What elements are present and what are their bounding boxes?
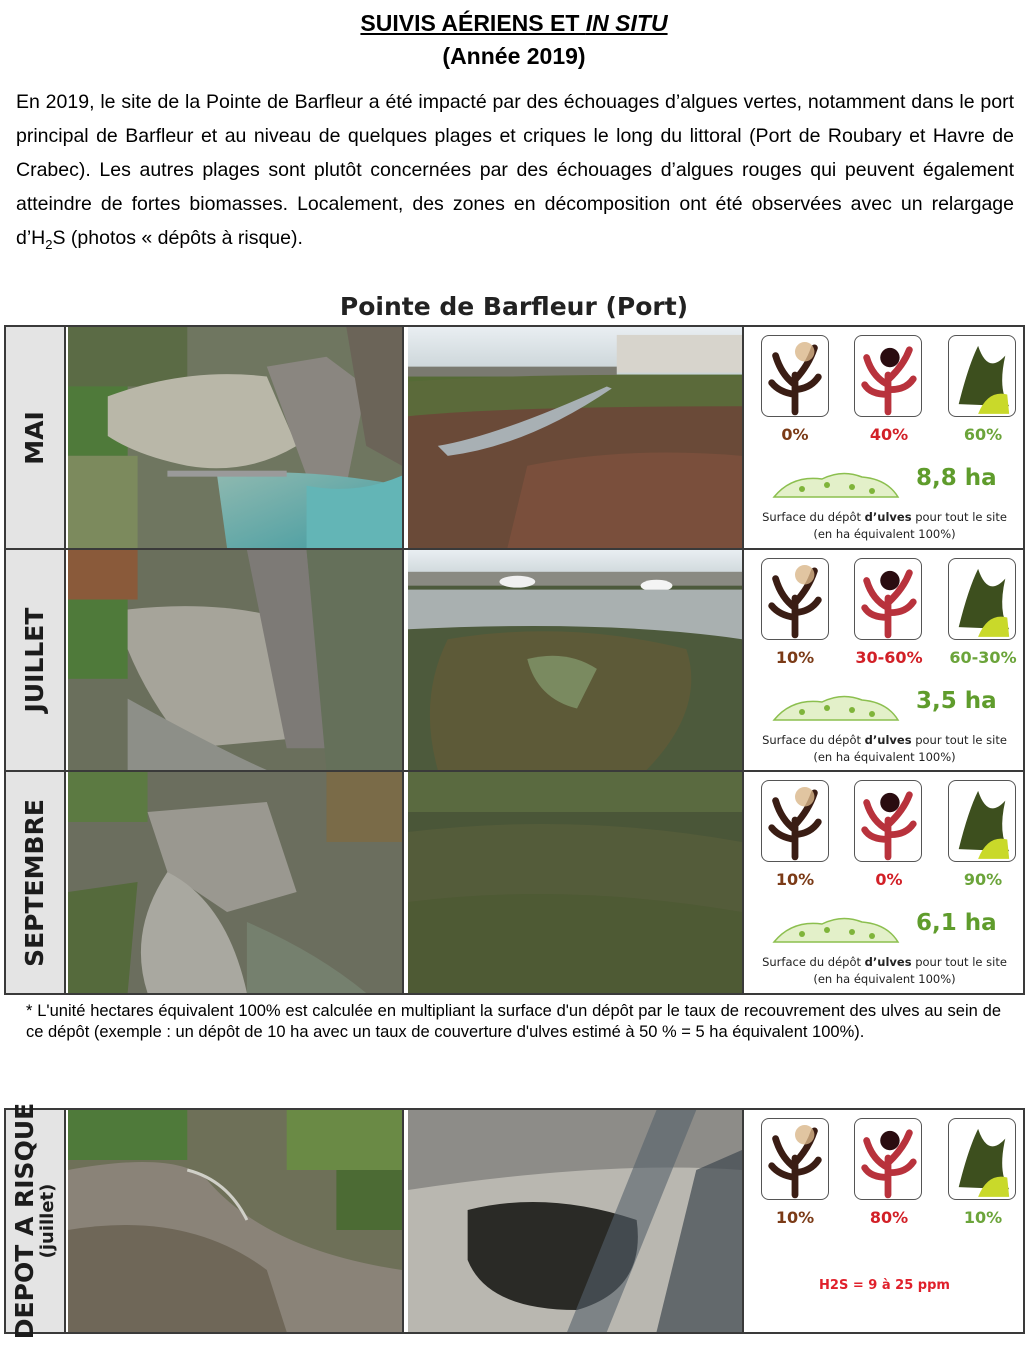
red-percent: 30-60% — [855, 648, 923, 667]
green-algae-icon — [948, 558, 1016, 640]
ulva-deposit-icon — [772, 690, 900, 724]
month-label-cell — [6, 772, 66, 993]
surface-caption-line2: (en ha équivalent 100%) — [813, 527, 956, 541]
aerial-photo — [68, 550, 404, 770]
species-info — [746, 772, 1023, 993]
green-percent: 10% — [963, 1208, 1003, 1227]
surface-caption-pre: Surface du dépôt — [762, 510, 865, 524]
surface-caption-pre: Surface du dépôt — [762, 733, 865, 747]
surface-value: 3,5 ha — [916, 688, 997, 714]
surface-caption-post: pour tout le site — [911, 510, 1007, 524]
surface-caption-bold: d’ulves — [864, 510, 912, 524]
brown-percent: 10% — [775, 1208, 815, 1227]
title-italic: IN SITU — [585, 10, 668, 36]
brown-algae-icon — [761, 335, 829, 417]
risk-deposit-table — [4, 1102, 1025, 1340]
red-percent: 40% — [869, 425, 909, 444]
green-percent: 90% — [963, 870, 1003, 889]
red-algae-icon — [854, 1118, 922, 1200]
risk-sublabel: (juillet) — [37, 1183, 58, 1259]
surface-value: 6,1 ha — [916, 910, 997, 936]
month-label: MAI — [20, 410, 49, 465]
intro-text: En 2019, le site de la Pointe de Barfleur a été impacté par des échouages d’algues vertes, notamment dans le port principal de Barfleur et au niveau de quelques plages et criques le long du littoral (Port de Roubary et Havre de Crabec). Les autres plages sont plutôt concernées par des échouages d’algues rouges qui peuvent également atteindre de fortes biomasses. Localement, des zones en décomposition ont été observées avec un relargage d’H — [16, 91, 1014, 249]
h2s-value: H2S = 9 à 25 ppm — [819, 1278, 950, 1293]
species-info — [746, 327, 1023, 548]
red-algae-icon — [854, 780, 922, 862]
surface-caption-bold: d’ulves — [864, 733, 912, 747]
aerial-photo — [68, 1110, 404, 1332]
panel-title: Pointe de Barfleur (Port) — [339, 292, 689, 321]
page-title — [0, 9, 1028, 37]
red-algae-icon — [854, 558, 922, 640]
brown-algae-icon — [761, 558, 829, 640]
in-situ-photo — [408, 550, 744, 770]
green-percent: 60% — [963, 425, 1003, 444]
green-algae-icon — [948, 780, 1016, 862]
month-label-cell — [6, 327, 66, 548]
ulva-deposit-icon — [772, 467, 900, 501]
risk-label-text: DEPOT A RISQUE — [10, 1102, 39, 1340]
in-situ-photo — [408, 327, 744, 548]
brown-percent: 0% — [781, 425, 809, 444]
row-risk — [6, 1102, 1023, 1340]
row-septembre — [6, 772, 1023, 993]
in-situ-photo — [408, 772, 744, 993]
green-algae-icon — [948, 335, 1016, 417]
surface-caption — [746, 509, 1023, 543]
intro-text-end: S (photos « dépôts à risque). — [52, 227, 303, 249]
row-mai — [6, 327, 1023, 550]
species-info — [746, 1110, 1023, 1332]
risk-label — [12, 1103, 58, 1339]
green-algae-icon — [948, 1118, 1016, 1200]
title-text: SUIVIS AÉRIENS ET — [360, 10, 586, 36]
surface-caption-post: pour tout le site — [911, 733, 1007, 747]
footnote: * L'unité hectares équivalent 100% est calculée en multipliant la surface d'un dépôt par le taux de recouvrement des ulves au sein de ce dépôt (exemple : un dépôt de 10 ha avec un taux de couverture d'ulves estimé à 50 % = 5 ha équivalent 100%). — [26, 1002, 1001, 1041]
brown-percent: 10% — [775, 648, 815, 667]
month-label: JUILLET — [20, 607, 49, 713]
month-label-cell — [6, 550, 66, 770]
in-situ-photo — [408, 1110, 744, 1332]
red-percent: 80% — [869, 1208, 909, 1227]
surface-caption-post: pour tout le site — [911, 955, 1007, 969]
ulva-deposit-icon — [772, 912, 900, 946]
intro-subscript: 2 — [45, 236, 53, 252]
surface-value: 8,8 ha — [916, 465, 997, 491]
aerial-photo — [68, 327, 404, 548]
page-subtitle: (Année 2019) — [442, 43, 586, 69]
surface-caption-line2: (en ha équivalent 100%) — [813, 750, 956, 764]
intro-paragraph — [16, 85, 1014, 262]
aerial-photo — [68, 772, 404, 993]
row-juillet — [6, 550, 1023, 772]
month-label: SEPTEMBRE — [20, 798, 49, 967]
red-algae-icon — [854, 335, 922, 417]
red-percent: 0% — [875, 870, 903, 889]
risk-label-cell — [6, 1102, 66, 1340]
surface-caption-pre: Surface du dépôt — [762, 955, 865, 969]
brown-percent: 10% — [775, 870, 815, 889]
surface-caption-line2: (en ha équivalent 100%) — [813, 972, 956, 986]
monitoring-table — [4, 325, 1025, 995]
species-info — [746, 550, 1023, 770]
brown-algae-icon — [761, 1118, 829, 1200]
green-percent: 60-30% — [949, 648, 1017, 667]
brown-algae-icon — [761, 780, 829, 862]
surface-caption-bold: d’ulves — [864, 955, 912, 969]
surface-caption — [746, 732, 1023, 766]
surface-caption — [746, 954, 1023, 988]
